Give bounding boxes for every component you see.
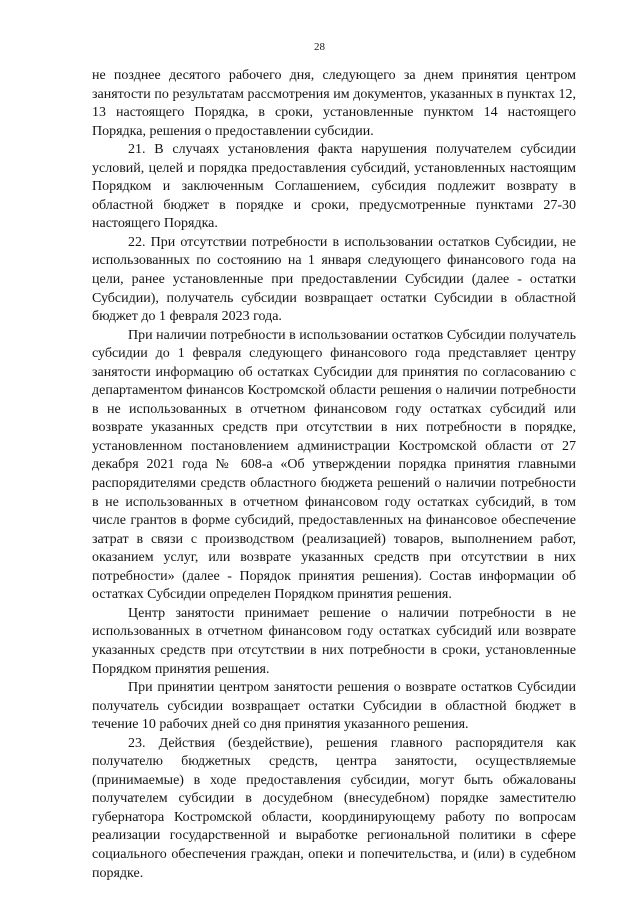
paragraph-continuation: не позднее десятого рабочего дня, следующего за днем принятия центром занятости по результатам рассмотрения им документов, указанных в пунктах 12, 13 настоящего Порядка, в сроки, установленные пунктом 14 настоящего Порядка, решения о предоставлении субсидии.: [92, 68, 576, 139]
document-body: [92, 67, 576, 883]
paragraph-return-of-remaining-funds: При принятии центром занятости решения о возврате остатков Субсидии получатель субсидии возвращает остатки Субсидии в областной бюджет в течение 10 рабочих дней со дня принятия указанного решения.: [92, 680, 576, 733]
paragraph-clause-23: 23. Действия (бездействие), решения главного распорядителя как получателю бюджетных средств, центра занятости, осуществляемые (принимаемые) в ходе предоставления субсидии, могут быть обжалованы получателем субсидии в досудебном (внесудебном) порядке заместителю губернатора Костромской области, координирующему работу по вопросам реализации государственной и выработке региональной политики в сфере социального обеспечения граждан, опеки и попечительства, и (или) в судебном порядке.: [92, 735, 576, 881]
page-number: 28: [314, 41, 325, 53]
paragraph-remaining-funds-need: При наличии потребности в использовании остатков Субсидии получатель субсидии до 1 февраля следующего финансового года представляет центру занятости информацию об остатках Субсидии для принятия по согласованию с департаментом финансов Костромской области решения о наличии потребности в не использованных в отчетном финансовом году остатках субсидий или возврате указанных средств при отсутствии в них потребности в порядке, установленном постановлением администрации Костромской области от 27 декабря 2021 года № 608-а «Об утверждении порядка принятия главными распорядителями средств областного бюджета решений о наличии потребности в не использованных в отчетном финансовом году остатках субсидий, в том числе грантов в форме субсидий, предоставленных на финансовое обеспечение затрат в связи с производством (реализацией) товаров, выполнением работ, оказанием услуг, или возврате указанных средств при отсутствии в них потребности» (далее - Порядок принятия решения). Состав информации об остатках Субсидии определен Порядком принятия решения.: [92, 327, 576, 603]
paragraph-clause-22: 22. При отсутствии потребности в использовании остатков Субсидии, не использованных по состоянию на 1 января следующего финансового года на цели, ранее установленные при предоставлении Субсидии (далее - остатки Субсидии), получатель субсидии возвращает остатки Субсидии в областной бюджет до 1 февраля 2023 года.: [92, 234, 576, 325]
paragraph-clause-21: 21. В случаях установления факта нарушения получателем субсидии условий, целей и порядка предоставления субсидий, установленных настоящим Порядком и заключенным Соглашением, субсидия подлежит возврату в областной бюджет в порядке и сроки, предусмотренные пунктами 27-30 настоящего Порядка.: [92, 142, 576, 232]
paragraph-employment-center-decision: Центр занятости принимает решение о наличии потребности в не использованных в отчетном финансовом году остатках субсидий или возврате указанных средств при отсутствии в них потребности в сроки, установленные Порядком принятия решения.: [92, 605, 576, 677]
